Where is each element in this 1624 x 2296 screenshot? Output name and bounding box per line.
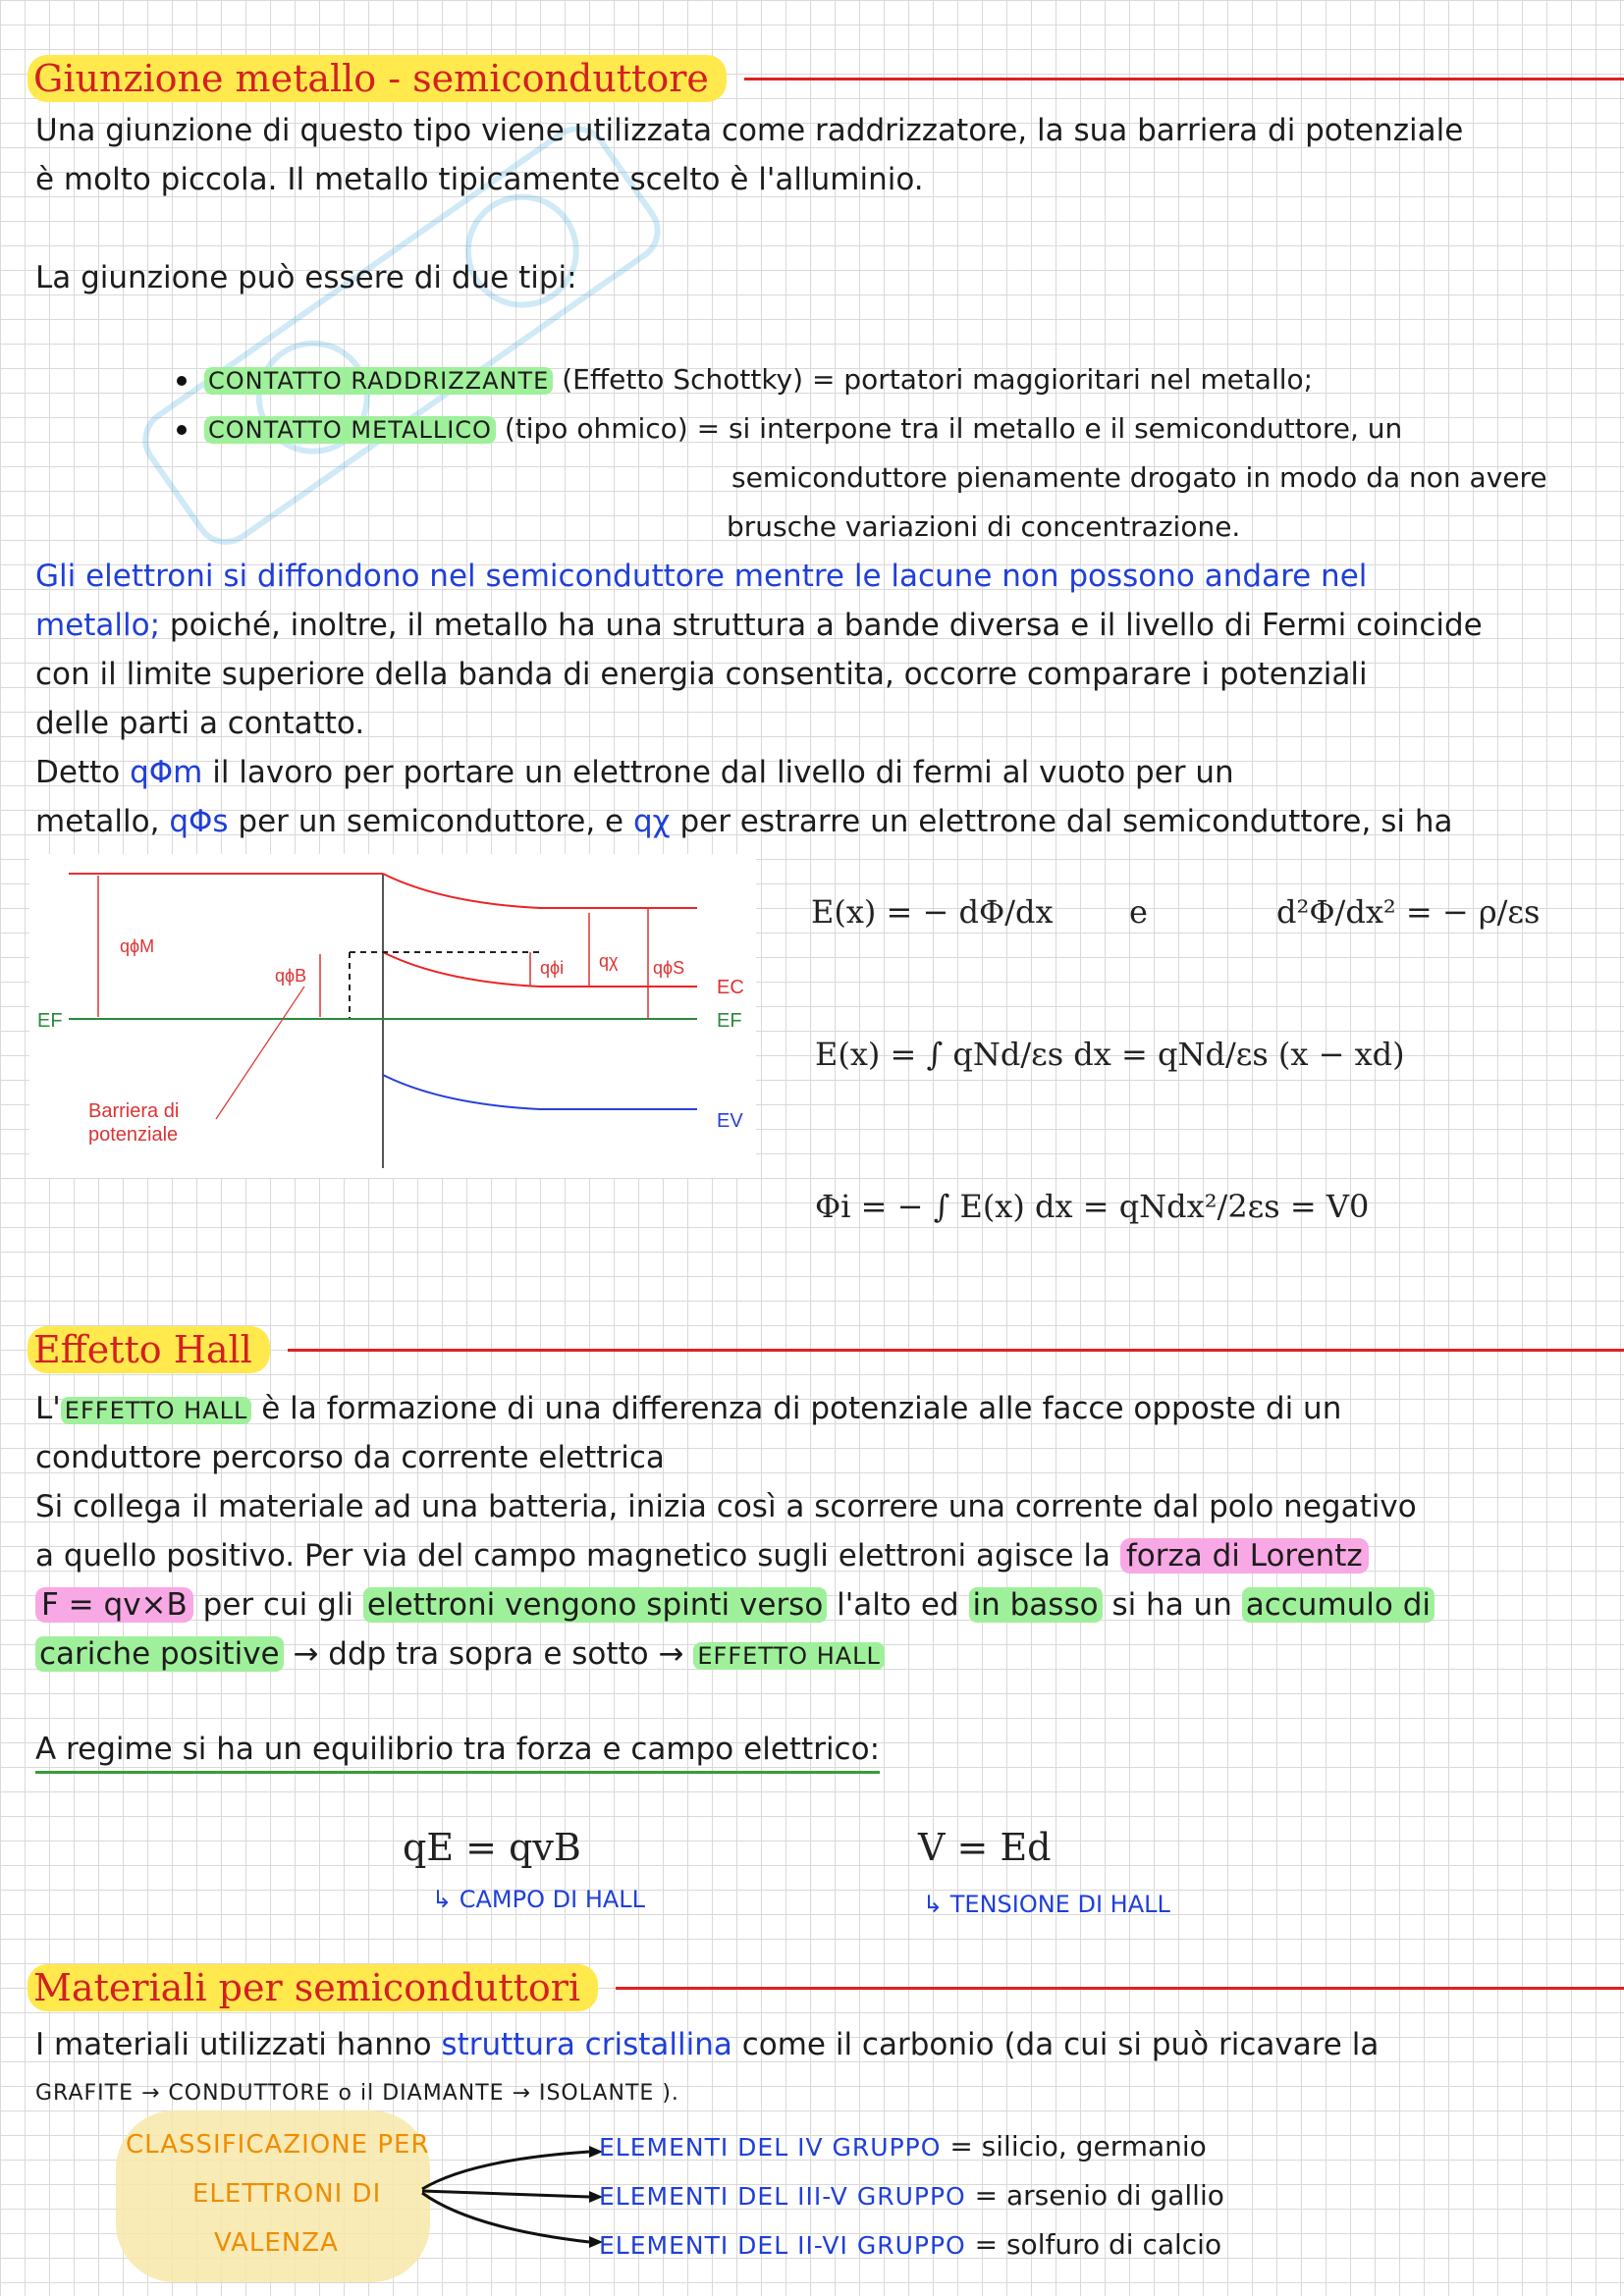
blue-line-1: Gli elettroni si diffondono nel semiconduttore mentre le lacune non possono andare nel bbox=[35, 559, 1368, 594]
symbol-qphis: qΦs bbox=[169, 804, 229, 839]
label-phiM: qϕM bbox=[120, 936, 155, 956]
element-group-ii-vi bbox=[599, 2220, 1221, 2270]
hall-line-5 bbox=[35, 1580, 1597, 1629]
title-rule bbox=[616, 1987, 1624, 1990]
bullet-text: (tipo ohmico) = si interpone tra il metallo e il semiconduttore, un bbox=[504, 412, 1403, 445]
hall-line-2: conduttore percorso da corrente elettrica bbox=[35, 1440, 665, 1475]
group-label: ELEMENTI DEL II-VI GRUPPO bbox=[599, 2231, 966, 2260]
section-title: Giunzione metallo - semiconduttore bbox=[27, 55, 727, 102]
types-intro: La giunzione può essere di due tipi: bbox=[35, 260, 577, 295]
hall-term: EFFETTO HALL bbox=[61, 1397, 252, 1424]
barrier-label-2: potenziale bbox=[88, 1124, 179, 1146]
equilibrium-line: A regime si ha un equilibrio tra forza e campo elettrico: bbox=[35, 1728, 880, 1774]
title-rule bbox=[288, 1349, 1624, 1352]
symbol-qchi: qχ bbox=[633, 804, 671, 839]
intro-line-2: è molto piccola. Il metallo tipicamente scelto è l'alluminio. bbox=[35, 162, 924, 197]
label-phiS: qϕS bbox=[653, 958, 685, 978]
element-group-iv bbox=[599, 2122, 1207, 2172]
definition-line-2 bbox=[35, 797, 1597, 846]
hall-text: l'alto ed bbox=[837, 1587, 959, 1623]
bullet-dot bbox=[177, 376, 187, 386]
hall-line-1 bbox=[35, 1384, 1597, 1435]
label-Ef-right: EF bbox=[717, 1010, 742, 1032]
hall-line-3: Si collega il materiale ad una batteria, inizia così a scorrere una corrente dal polo negativo bbox=[35, 1489, 1417, 1524]
bullet-term: CONTATTO RADDRIZZANTE bbox=[204, 367, 553, 395]
def-text: per estrarre un elettrone dal semiconduttore, si ha bbox=[679, 804, 1453, 839]
classification-line-1: CLASSIFICAZIONE PER bbox=[126, 2130, 430, 2160]
classification-arrows bbox=[412, 2120, 609, 2258]
crystal-structure: struttura cristallina bbox=[441, 2027, 732, 2062]
hall-term: EFFETTO HALL bbox=[693, 1642, 885, 1670]
line-rest: poiché, inoltre, il metallo ha una struttura a bande diversa e il livello di Fermi coincide bbox=[169, 608, 1483, 643]
label-Ec: EC bbox=[717, 977, 744, 998]
hall-text: → ddp tra sopra e sotto → bbox=[293, 1636, 684, 1672]
bullet-contatto-metallico bbox=[177, 404, 1402, 454]
materials-line-2: GRAFITE → CONDUTTORE o il DIAMANTE → ISOLANTE ). bbox=[35, 2081, 679, 2106]
hall-text: L' bbox=[35, 1391, 61, 1426]
def-text: per un semiconduttore, e bbox=[238, 804, 624, 839]
hall-line-4 bbox=[35, 1531, 1597, 1580]
classification-line-3: VALENZA bbox=[214, 2228, 339, 2258]
bullet2-continuation-1: semiconduttore pienamente drogato in modo da non avere bbox=[731, 461, 1547, 494]
label-phiB: qϕB bbox=[275, 966, 307, 986]
green-highlight: cariche positive bbox=[35, 1636, 284, 1672]
title-rule bbox=[744, 78, 1624, 80]
green-highlight: in basso bbox=[969, 1587, 1103, 1623]
formula-efield-integral: E(x) = ∫ qNd/εs dx = qNd/εs (x − xd) bbox=[815, 1036, 1405, 1073]
hall-field-label bbox=[432, 1875, 645, 1924]
group-value: = silicio, germanio bbox=[949, 2130, 1207, 2163]
section-header-giunzione bbox=[27, 49, 1624, 108]
hall-line-6 bbox=[35, 1629, 1597, 1681]
section-title: Materiali per semiconduttori bbox=[27, 1964, 598, 2011]
def-text: il lavoro per portare un elettrone dal livello di fermi al vuoto per un bbox=[212, 755, 1234, 790]
blue-line-2 bbox=[35, 601, 1597, 650]
lorentz-highlight: forza di Lorentz bbox=[1120, 1538, 1369, 1574]
hall-eq-voltage: V = Ed bbox=[918, 1826, 1052, 1869]
barrier-label-1: Barriera di bbox=[88, 1100, 180, 1122]
label-text: TENSIONE DI HALL bbox=[949, 1891, 1170, 1918]
label-chi: qχ bbox=[599, 951, 619, 971]
formula-potential: Φi = − ∫ E(x) dx = qNdx²/2εs = V0 bbox=[815, 1188, 1370, 1225]
hall-text: è la formazione di una differenza di potenziale alle facce opposte di un bbox=[261, 1391, 1342, 1426]
arrow-icon: ↳ bbox=[923, 1891, 950, 1918]
formula-conjunction: e bbox=[1129, 893, 1148, 931]
bullet-term: CONTATTO METALLICO bbox=[204, 416, 496, 444]
group-value: = solfuro di calcio bbox=[974, 2228, 1222, 2261]
def-text: metallo, bbox=[35, 804, 160, 839]
hall-text: per cui gli bbox=[202, 1587, 354, 1623]
bullet2-continuation-2: brusche variazioni di concentrazione. bbox=[727, 510, 1241, 543]
classification-line-2: ELETTRONI DI bbox=[192, 2179, 382, 2209]
hall-eq-force: qE = qvB bbox=[403, 1826, 581, 1869]
band-diagram bbox=[29, 854, 756, 1178]
arrow-icon: ↳ bbox=[432, 1886, 460, 1913]
group-label: ELEMENTI DEL IV GRUPPO bbox=[599, 2133, 942, 2162]
green-highlight: elettroni vengono spinti verso bbox=[363, 1587, 827, 1623]
text-line-4: delle parti a contatto. bbox=[35, 706, 365, 741]
bullet-dot bbox=[177, 425, 187, 435]
element-group-iii-v bbox=[599, 2171, 1224, 2221]
hall-text: a quello positivo. Per via del campo magnetico sugli elettroni agisce la bbox=[35, 1538, 1110, 1574]
blue-word: metallo; bbox=[35, 608, 161, 643]
mat-text: come il carbonio (da cui si può ricavare la bbox=[741, 2027, 1380, 2062]
label-text: CAMPO DI HALL bbox=[459, 1886, 646, 1913]
group-value: = arsenio di gallio bbox=[974, 2179, 1224, 2212]
intro-line-1: Una giunzione di questo tipo viene utilizzata come raddrizzatore, la sua barriera di potenziale bbox=[35, 113, 1464, 148]
section-header-hall bbox=[27, 1320, 1624, 1379]
symbol-qphim: qΦm bbox=[130, 755, 203, 790]
formula-efield: E(x) = − dΦ/dx bbox=[811, 893, 1054, 931]
bullet-contatto-raddrizzante bbox=[177, 355, 1313, 405]
section-title: Effetto Hall bbox=[27, 1326, 270, 1373]
green-highlight: accumulo di bbox=[1242, 1587, 1435, 1623]
definition-line-1 bbox=[35, 748, 1597, 797]
label-Ev: EV bbox=[717, 1110, 743, 1132]
text-line-3: con il limite superiore della banda di energia consentita, occorre comparare i potenziali bbox=[35, 657, 1368, 692]
lorentz-formula: F = qv×B bbox=[35, 1587, 193, 1623]
bullet-text: (Effetto Schottky) = portatori maggioritari nel metallo; bbox=[562, 363, 1314, 396]
formula-poisson: d²Φ/dx² = − ρ/εs bbox=[1276, 893, 1541, 931]
materials-line-1 bbox=[35, 2020, 1597, 2069]
hall-voltage-label bbox=[923, 1880, 1170, 1929]
label-Ef-left: EF bbox=[37, 1010, 63, 1032]
group-label: ELEMENTI DEL III-V GRUPPO bbox=[599, 2182, 966, 2211]
mat-text: I materiali utilizzati hanno bbox=[35, 2027, 432, 2062]
label-phii: qϕi bbox=[540, 958, 565, 978]
hall-text: si ha un bbox=[1111, 1587, 1232, 1623]
def-text: Detto bbox=[35, 755, 121, 790]
section-header-materiali bbox=[27, 1958, 1624, 2017]
